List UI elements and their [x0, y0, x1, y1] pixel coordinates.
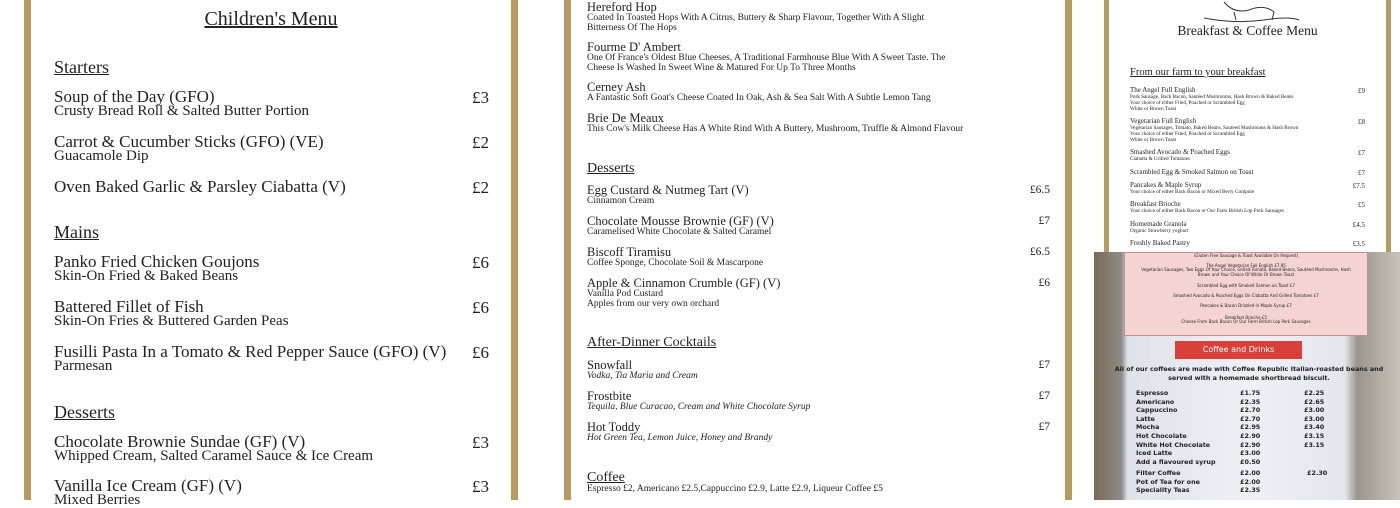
menu-item-desc: Tequila, Blue Curacao, Cream and White Chocolate Syrup — [587, 402, 811, 412]
menu-item-name: The Angel Full English — [1130, 86, 1196, 94]
tea-p1: £2.00 — [1240, 477, 1261, 486]
menu-item-desc: Your choice of either Back Bacon or Our Farm British Lop Pork Sausages — [1130, 208, 1284, 214]
pink-box-line: Brown and Your Choice Of White Or Brown Toast — [1197, 272, 1295, 277]
menu-item-name: Panko Fried Chicken Goujons — [54, 252, 260, 271]
menu-item-name: Biscoff Tiramisu — [587, 245, 672, 259]
section-heading: Desserts — [54, 402, 115, 422]
menu-item-desc: Skin-On Fries & Buttered Garden Peas — [54, 313, 289, 329]
pink-box-line: The Angel Vegetarian Full English £7.95 — [1206, 263, 1286, 268]
drink-name: Cappuccino — [1136, 406, 1178, 415]
menu-item-desc: Vanilla Pod Custard — [587, 289, 663, 299]
menu-item-name: Chocolate Mousse Brownie (GF) (V) — [587, 214, 774, 228]
menu-item-desc: Cinnamon Cream — [587, 196, 655, 206]
drink-p1: £2.90 — [1240, 440, 1261, 449]
drink-name: Latte — [1136, 414, 1155, 423]
menu-item-desc: Vodka, Tia Maria and Cream — [587, 371, 698, 381]
menu-item-price: £6 — [472, 343, 489, 362]
drink-name: Iced Latte — [1136, 449, 1173, 458]
menu-item-desc: Vegetarian Sausages, Tomato, Baked Beans, Sauteed Mushrooms & Hash Brown Your choice of either Fried, Poached or Scrambled Egg White or Brown Toast — [1130, 125, 1299, 143]
menu-item-name: Hereford Hop — [587, 0, 657, 14]
tea-name: Pot of Tea for one — [1136, 477, 1200, 486]
farm-illustration-icon — [1194, 0, 1309, 24]
menu-item-desc: This Cow's Milk Cheese Has A White Rind With A Buttery, Mushroom, Truffle & Almond Flavour — [587, 124, 964, 134]
menu-item-price: £6 — [472, 253, 489, 272]
drink-name: White Hot Chocolate — [1136, 440, 1211, 449]
section-heading: Mains — [54, 222, 99, 242]
menu-item-price: £8 — [1358, 118, 1365, 126]
menu-item-desc: Bitterness Of The Hops — [587, 23, 677, 33]
tea-p1: £2.00 — [1240, 469, 1261, 477]
tea-name: Speciality Teas — [1136, 486, 1190, 495]
menu-item-price: £7 — [1038, 215, 1050, 227]
menu-item-desc: Whipped Cream, Salted Caramel Sauce & Ice Cream — [54, 448, 374, 464]
section-heading: From our farm to your breakfast — [1130, 67, 1266, 78]
menu-item-price: £6.5 — [1029, 184, 1050, 196]
tea-name: Filter Coffee — [1136, 469, 1181, 477]
menu-item-price: £6 — [1038, 277, 1050, 289]
section-heading: Coffee — [587, 470, 625, 485]
menu-item-price: £3 — [472, 477, 489, 496]
childrens-menu-panel — [24, 0, 518, 508]
coffee-menu-photo — [1094, 252, 1400, 500]
drink-p1: £2.70 — [1240, 414, 1261, 423]
menu-item-name: Homemade Granola — [1130, 220, 1187, 228]
menu-item-desc: Apples from our very own orchard — [587, 299, 720, 309]
menu-item-name: Vanilla Ice Cream (GF) (V) — [54, 476, 242, 495]
drink-p1: £2.90 — [1240, 432, 1261, 440]
menu-item-name: Fusilli Pasta In a Tomato & Red Pepper Sauce (GFO) (V) — [54, 342, 447, 361]
drink-p2: £3.00 — [1304, 414, 1325, 423]
menu-item-name: Egg Custard & Nutmeg Tart (V) — [587, 183, 749, 197]
drink-p1: £3.00 — [1240, 449, 1261, 458]
menu-item-name: Breakfast Brioche — [1130, 200, 1181, 208]
section-heading: Starters — [54, 57, 109, 77]
menu-item-price: £3 — [472, 433, 489, 452]
menu-item-name: Scrambled Egg & Smoked Salmon on Toast — [1130, 168, 1254, 176]
pink-box-line: Scrambled Egg with Smoked Salmon on Toast £7 — [1197, 283, 1295, 288]
drink-p1: £2.70 — [1240, 406, 1261, 415]
menu-item-price: £4.5 — [1352, 221, 1365, 229]
pink-box-line: Choose From Back Bacon Or Our Farm British Lop Pork Sausages — [1181, 319, 1311, 324]
breakfast-menu-panel — [1104, 0, 1391, 252]
menu-item-price: £3 — [472, 88, 489, 107]
drink-p2: £3.00 — [1304, 406, 1325, 415]
menu-item-desc: A Fantastic Soft Goat's Cheese Coated In Oak, Ash & Sea Salt With A Subtle Lemon Tang — [587, 93, 931, 103]
drink-p2: £2.65 — [1304, 397, 1325, 406]
menu-title: Children's Menu — [204, 8, 338, 30]
intro-text: served with a homemade shortbread biscuit. — [1168, 374, 1330, 382]
menu-item-price: £7 — [1038, 390, 1050, 402]
drink-p1: £2.35 — [1240, 397, 1261, 406]
menu-item-name: Vegetarian Full English — [1130, 117, 1197, 125]
pink-box-line: Vegetarian Sausages, Two Eggs Of Your Choice, Grilled Tomato, Baked Beans, Sautéed Mushrooms, Hash — [1141, 267, 1351, 272]
menu-item-desc: Coffee Sponge, Chocolate Soil & Mascarpone — [587, 258, 764, 268]
drink-p1: £1.75 — [1240, 389, 1261, 397]
menu-item-desc: Ciabatta & Grilled Tomatoes — [1130, 156, 1190, 162]
menu-item-desc: Guacamole Dip — [54, 148, 149, 164]
menu-item-price: £7 — [1358, 169, 1365, 177]
drink-name: Espresso — [1136, 389, 1169, 397]
menu-item-desc: Parmesan — [54, 358, 113, 374]
menu-item-price: £5 — [1358, 201, 1365, 209]
menu-item-name: Freshly Baked Pastry — [1130, 239, 1190, 247]
menu-item-name: Soup of the Day (GFO) — [54, 87, 215, 106]
menu-item-price: £3.5 — [1352, 240, 1365, 248]
gold-border-right — [511, 0, 518, 500]
gold-border-left — [24, 0, 31, 500]
drink-name: Add a flavoured syrup — [1136, 457, 1216, 466]
menu-item-name: Snowfall — [587, 358, 633, 372]
drink-name: Americano — [1136, 397, 1175, 406]
menu-item-desc: Caramelised White Chocolate & Salted Caramel — [587, 227, 772, 237]
drink-p1: £0.50 — [1240, 457, 1261, 466]
menu-item-desc: Organic Strawberry yoghurt — [1130, 228, 1189, 234]
menu-item-price: £6.5 — [1029, 246, 1050, 258]
menu-item-name: Apple & Cinnamon Crumble (GF) (V) — [587, 276, 781, 290]
menu-item-name: Carrot & Cucumber Sticks (GFO) (VE) — [54, 132, 324, 151]
menu-item-desc: Coated In Toasted Hops With A Citrus, Buttery & Sharp Flavour, Together With A Slight — [587, 13, 925, 23]
menu-item-price: £2 — [472, 178, 489, 197]
menu-item-price: £7 — [1038, 359, 1050, 371]
menu-item-name: Battered Fillet of Fish — [54, 297, 204, 316]
drink-p2: £3.15 — [1304, 432, 1325, 440]
drink-name: Hot Chocolate — [1136, 432, 1187, 440]
menu-item-desc: Skin-On Fried & Baked Beans — [54, 268, 239, 284]
banner-label: Coffee and Drinks — [1202, 345, 1275, 354]
menu-item-desc: Mixed Berries — [54, 492, 141, 508]
menu-item-price: £9 — [1358, 87, 1365, 95]
drink-p2: £3.40 — [1304, 423, 1325, 432]
menu-item-price: £7 — [1358, 149, 1365, 157]
menu-item-desc: One Of France's Oldest Blue Cheeses, A Traditional Farmhouse Blue With A Sweet Taste. The — [587, 53, 946, 63]
intro-text: All of our coffees are made with Coffee Republic Italian-roasted beans and — [1114, 365, 1384, 373]
coffee-prices: Espresso £2, Americano £2.5,Cappuccino £2.9, Latte £2.9, Liqueur Coffee £5 — [587, 484, 883, 494]
menu-item-name: Oven Baked Garlic & Parsley Ciabatta (V) — [54, 177, 346, 196]
drink-p2: £2.25 — [1304, 389, 1325, 397]
menu-item-name: Pancakes & Maple Syrup — [1130, 181, 1202, 189]
pink-box-line: (Gluten Free Sausage & Toast Available On Request) — [1193, 253, 1299, 258]
section-heading: Desserts — [587, 161, 635, 176]
menu-item-price: £2 — [472, 133, 489, 152]
menu-item-desc: Crusty Bread Roll & Salted Butter Portion — [54, 103, 309, 119]
tea-p2: £2.30 — [1307, 469, 1328, 477]
menu-item-price: £7 — [1038, 421, 1050, 433]
gold-border-left — [564, 0, 571, 500]
section-heading: After-Dinner Cocktails — [587, 335, 717, 350]
menu-item-desc: Cheese Is Washed In Sweet Wine & Matured For Up To Three Months — [587, 63, 856, 73]
menu-item-name: Fourme D' Ambert — [587, 40, 681, 54]
tea-p1: £2.35 — [1240, 486, 1261, 495]
menu-title: Breakfast & Coffee Menu — [1177, 23, 1318, 38]
gold-border-right — [1065, 0, 1072, 500]
pink-box-line: Breakfast Brioche £5 — [1225, 315, 1267, 320]
pink-box-line: Pancakes & Bacon Drizzled In Maple Syrup £7 — [1200, 303, 1292, 308]
drink-p1: £2.95 — [1240, 423, 1261, 432]
menu-item-name: Cerney Ash — [587, 80, 646, 94]
drink-name: Mocha — [1136, 423, 1160, 432]
menu-item-name: Brie De Meaux — [587, 111, 665, 125]
menu-item-name: Smashed Avocado & Poached Eggs — [1130, 148, 1230, 156]
menu-item-name: Chocolate Brownie Sundae (GF) (V) — [54, 432, 306, 451]
pink-box-line: Smashed Avocado & Poached Eggs On Ciabatta And Grilled Tomatoes £7 — [1173, 293, 1319, 298]
menu-item-desc: Your choice of either Back Bacon or Mixed Berry Compote — [1130, 189, 1255, 195]
menu-item-name: Frostbite — [587, 389, 632, 403]
menu-item-desc: Hot Green Tea, Lemon Juice, Honey and Brandy — [587, 433, 773, 443]
menu-item-desc: Pork Sausage, Back Bacon, Sautéed Mushrooms, Hash Brown & Baked Beans Your choice of either Fried, Poached or Scrambled Egg White or Brown Toast — [1130, 94, 1294, 112]
menu-item-price: £6 — [472, 298, 489, 317]
dessert-menu-panel — [564, 0, 1072, 500]
menu-item-price: £7.5 — [1352, 182, 1365, 190]
drink-p2: £3.15 — [1304, 440, 1325, 449]
menu-item-name: Hot Toddy — [587, 420, 641, 434]
